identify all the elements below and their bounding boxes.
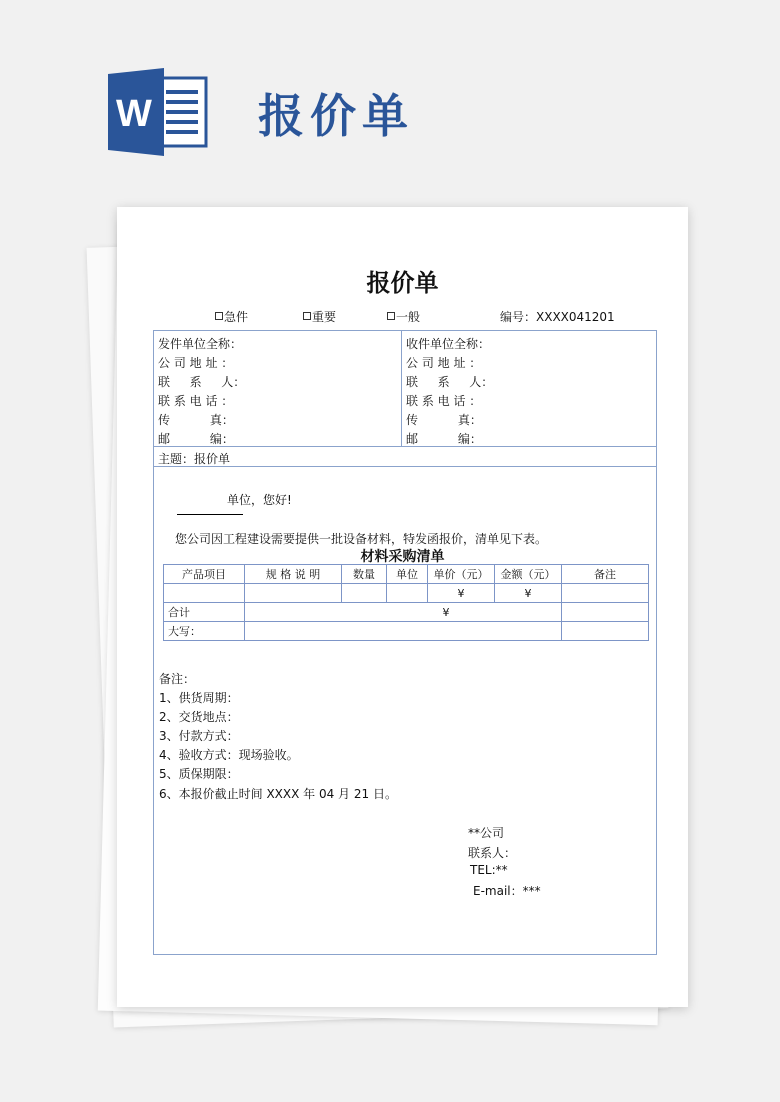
header-cell: 金额（元） [495,565,562,584]
capital-row [164,622,649,641]
header-cell: 单位 [387,565,428,584]
quotation-sheet [117,207,688,1007]
capital-value[interactable] [245,622,562,641]
table-cell[interactable] [164,584,245,603]
total-row [164,603,649,622]
note-item: 6、本报价截止时间 XXXX 年 04 月 21 日。 [159,787,397,801]
priority-urgent[interactable] [215,308,248,325]
note-item: 1、供货周期： [159,691,239,705]
total-label: 合计 [164,603,245,622]
checkbox-icon [215,312,223,320]
table-cell[interactable] [342,584,387,603]
priority-label: 急件 [224,310,249,324]
receiver-fax-field: 传 真： [406,413,482,427]
note-item: 4、验收方式：现场验收。 [159,748,299,762]
table-cell[interactable]: ¥ [495,584,562,603]
header-cell: 规 格 说 明 [245,565,342,584]
blank-underline [177,514,243,515]
subject-line: 主题：报价单 [158,452,231,466]
table-header-row [164,565,649,584]
total-value[interactable]: ¥ [245,603,562,622]
document-number: 编号：XXXX041201 [500,310,615,324]
sender-address-field: 公 司 地 址 ： [158,356,234,370]
sender-postcode-field: 邮 编： [158,432,234,446]
receiver-contact-field: 联 系 人： [406,375,494,389]
receiver-company-field: 收件单位全称： [406,337,491,351]
signature-contact: 联系人： [468,846,517,860]
sender-company-field: 发件单位全称： [158,337,243,351]
receiver-address-field: 公 司 地 址 ： [406,356,482,370]
note-item: 5、质保期限： [159,767,239,781]
note-item: 3、付款方式： [159,729,239,743]
signature-company: **公司 [468,826,505,840]
receiver-postcode-field: 邮 编： [406,432,482,446]
priority-important[interactable] [303,308,336,325]
priority-label: 一般 [396,310,421,324]
table-cell[interactable] [562,603,649,622]
header-cell: 产品项目 [164,565,245,584]
document-title: 报价单 [366,269,439,297]
table-cell[interactable] [245,584,342,603]
priority-label: 重要 [312,310,337,324]
items-table [163,564,649,641]
header-title: 报价单 [258,89,414,143]
header-cell: 数量 [342,565,387,584]
svg-text:W: W [116,93,152,135]
table-row [164,584,649,603]
header-cell: 备注 [562,565,649,584]
checkbox-icon [303,312,311,320]
signature-email: E-mail：*** [473,884,541,898]
note-item: 2、交货地点： [159,710,239,724]
table-cell[interactable] [387,584,428,603]
column-divider [401,330,402,446]
notes-heading: 备注： [159,672,196,686]
table-title: 材料采购清单 [360,549,445,565]
capital-label: 大写： [164,622,245,641]
table-cell[interactable] [562,584,649,603]
greeting: 单位，您好! [227,493,292,507]
intro-paragraph: 您公司因工程建设需要提供一批设备材料，特发函报价，清单见下表。 [175,532,548,546]
word-document-icon [108,68,208,156]
sender-fax-field: 传 真： [158,413,234,427]
checkbox-icon [387,312,395,320]
table-cell[interactable]: ¥ [428,584,495,603]
sender-contact-field: 联 系 人： [158,375,246,389]
priority-normal[interactable] [387,308,420,325]
sender-phone-field: 联 系 电 话 ： [158,394,234,408]
table-cell[interactable] [562,622,649,641]
header-cell: 单价（元） [428,565,495,584]
receiver-phone-field: 联 系 电 话 ： [406,394,482,408]
signature-tel: TEL:** [470,863,508,877]
